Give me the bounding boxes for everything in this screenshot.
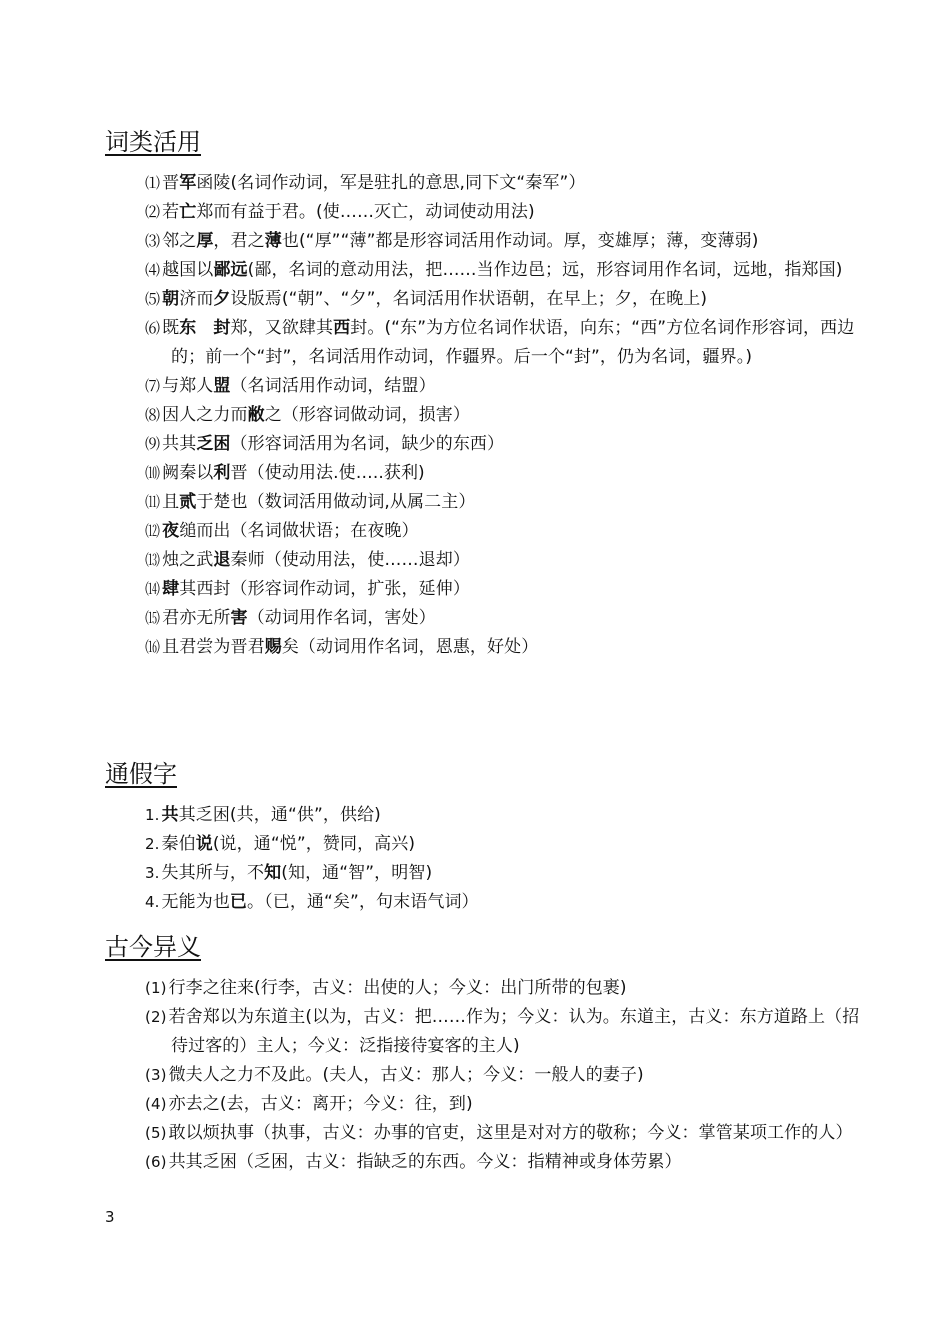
section-title-ancient-modern-meanings: 古今异义	[105, 933, 201, 961]
list-item: 3. 失其所与，不知(知，通“智”，明智)	[145, 863, 433, 883]
list-item: (2) 若舍郑以为东道主(以为，古义：把……作为；今义：认为。东道主，古义：东方道路上（招待过客的）主人；今义：泛指接待宴客的主人)	[145, 1007, 860, 1056]
list-item: ⑽ 阙秦以利晋（使动用法.使…..获利)	[145, 463, 425, 483]
list-item: (1) 行李之往来(行李，古义：出使的人；今义：出门所带的包裹)	[145, 978, 627, 998]
list-item: ⑴ 晋军函陵(名词作动词，军是驻扎的意思,同下文“秦军”）	[145, 173, 586, 193]
page-number: 3	[105, 1208, 115, 1226]
list-item: ⑼ 共其乏困（形容词活用为名词，缺少的东西）	[145, 434, 505, 454]
list-item: (3) 微夫人之力不及此。(夫人，古义：那人；今义：一般人的妻子)	[145, 1065, 644, 1085]
list-item: 1. 共其乏困(共，通“供”，供给)	[145, 805, 381, 825]
section-title-word-class: 词类活用	[105, 128, 201, 156]
list-item: (4) 亦去之(去，古义：离开；今义：往，到)	[145, 1094, 473, 1114]
list-item: ⒀ 烛之武退秦师（使动用法，使……退却）	[145, 550, 470, 570]
word-class-list	[105, 169, 860, 662]
list-item: (5) 敢以烦执事（执事，古义：办事的官吏，这里是对对方的敬称；今义：掌管某项工作的人）	[145, 1123, 853, 1143]
list-item: ⒃ 且君尝为晋君赐矣（动词用作名词，恩惠，好处）	[145, 637, 539, 657]
list-item: ⑹ 既东 封郑，又欲肆其西封。(“东”为方位名词作状语，向东；“西”方位名词作形容词，西边的；前一个“封”，名词活用作动词，作疆界。后一个“封”，仍为名词，疆界。)	[145, 318, 855, 367]
list-item: ⑺ 与郑人盟（名词活用作动词，结盟）	[145, 376, 436, 396]
list-item: ⒂ 君亦无所害（动词用作名词，害处）	[145, 608, 436, 628]
list-item: ⑾ 且贰于楚也（数词活用做动词,从属二主）	[145, 492, 476, 512]
loan-characters-list	[105, 801, 860, 917]
list-item: ⒁ 肆其西封（形容词作动词，扩张，延伸）	[145, 579, 470, 599]
list-item: ⑷ 越国以鄙远(鄙，名词的意动用法，把……当作边邑；远，形容词用作名词，远地，指郑国)	[145, 260, 843, 280]
list-item: ⑵ 若亡郑而有益于君。(使……灭亡，动词使动用法)	[145, 202, 535, 222]
list-item: ⑶ 邻之厚，君之薄也(“厚”“薄”都是形容词活用作动词。厚，变雄厚；薄，变薄弱)	[145, 231, 759, 251]
list-item: 4. 无能为也已。（已，通“矣”，句末语气词）	[145, 892, 479, 912]
ancient-modern-list	[105, 974, 860, 1177]
list-item: ⑻ 因人之力而敝之（形容词做动词，损害）	[145, 405, 470, 425]
list-item: (6) 共其乏困（乏困，古义：指缺乏的东西。今义：指精神或身体劳累）	[145, 1152, 682, 1172]
list-item: 2. 秦伯说(说，通“悦”，赞同，高兴)	[145, 834, 416, 854]
section-title-loan-characters: 通假字	[105, 760, 177, 788]
list-item: ⑿ 夜缒而出（名词做状语；在夜晚）	[145, 521, 419, 541]
list-item: ⑸ 朝济而夕设版焉(“朝”、“夕”，名词活用作状语朝，在早上；夕，在晚上)	[145, 289, 708, 309]
